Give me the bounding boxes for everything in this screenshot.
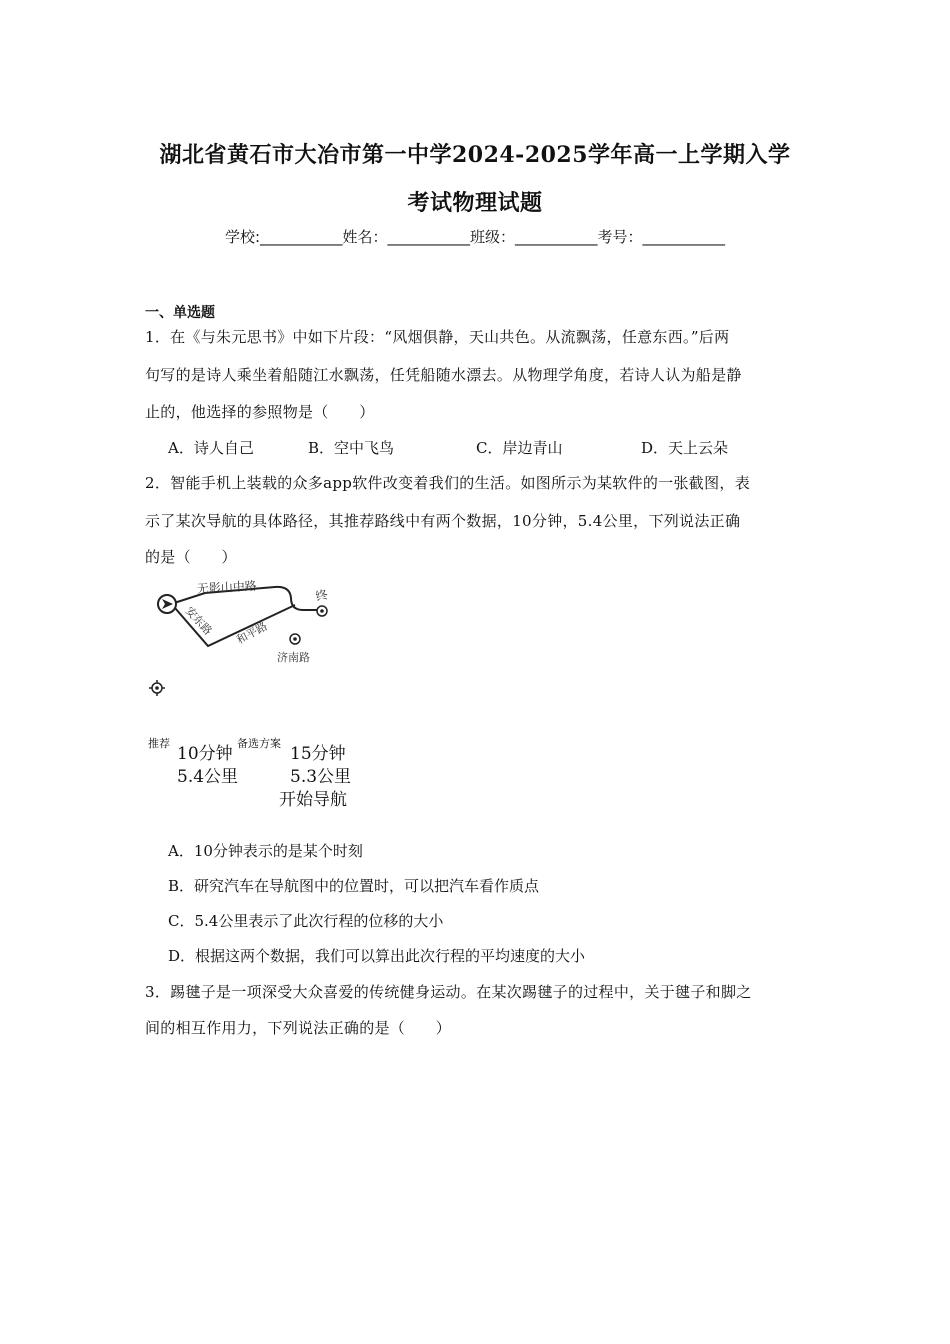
q2-option-d: D．根据这两个数据，我们可以算出此次行程的平均速度的大小: [168, 947, 586, 965]
navigation-figure: [145, 578, 405, 818]
student-info-line: 学校:___________姓名：___________班级：___________考号：___________: [224, 228, 726, 246]
q2-option-a: A．10分钟表示的是某个时刻: [168, 842, 363, 860]
question-3-line-1: 3．踢毽子是一项深受大众喜爱的传统健身运动。在某次踢毽子的过程中，关于毽子和脚之: [145, 983, 752, 1001]
question-1-line-2: 句写的是诗人乘坐着船随江水飘荡，任凭船随水漂去。从物理学角度，若诗人认为船是静: [145, 366, 742, 384]
question-2-line-1: 2．智能手机上装载的众多app软件改变着我们的生活。如图所示为某软件的一张截图，表: [145, 474, 750, 492]
end-marker-dot: [320, 609, 324, 613]
road-label-heping: 和平路: [234, 619, 270, 647]
question-2-line-2: 示了某次导航的具体路径，其推荐路线中有两个数据，10分钟，5.4公里，下列说法正确: [145, 512, 741, 530]
q1-option-a: A．诗人自己: [168, 439, 254, 457]
alt-plan-label: 备选方案: [237, 737, 281, 750]
title-line-2: 考试物理试题: [407, 190, 543, 216]
question-1-line-3: 止的，他选择的参照物是（ ）: [145, 403, 375, 421]
section-heading: 一、单选题: [145, 305, 215, 321]
road-label-jinan: 济南路: [277, 651, 310, 664]
q2-option-b: B．研究汽车在导航图中的位置时，可以把汽车看作质点: [168, 877, 540, 895]
q1-option-c: C．岸边青山: [476, 439, 563, 457]
recommend-label: 推荐: [148, 737, 170, 750]
recommend-distance: 5.4公里: [177, 767, 239, 787]
alt-time: 15分钟: [290, 744, 346, 764]
locate-icon: [149, 680, 165, 696]
alt-distance: 5.3公里: [290, 767, 352, 787]
jinan-marker-dot: [293, 637, 297, 641]
question-2-line-3: 的是（ ）: [145, 548, 237, 566]
q1-option-b: B．空中飞鸟: [308, 439, 395, 457]
end-label: 终: [314, 587, 330, 604]
recommend-time: 10分钟: [177, 744, 233, 764]
question-1-line-1: 1．在《与朱元思书》中如下片段：“风烟俱静，天山共色。从流飘荡，任意东西。”后两: [145, 328, 730, 346]
q2-option-c: C．5.4公里表示了此次行程的位移的大小: [168, 912, 444, 930]
question-3-line-2: 间的相互作用力，下列说法正确的是（ ）: [145, 1019, 452, 1037]
start-navigation-button: 开始导航: [279, 790, 347, 810]
road-label-wuying: 无影山中路: [196, 578, 258, 596]
road-label-andong: 安东路: [182, 604, 215, 638]
q1-option-d: D．天上云朵: [641, 439, 729, 457]
title-line-1: 湖北省黄石市大冶市第一中学2024-2025学年高一上学期入学: [159, 142, 791, 168]
